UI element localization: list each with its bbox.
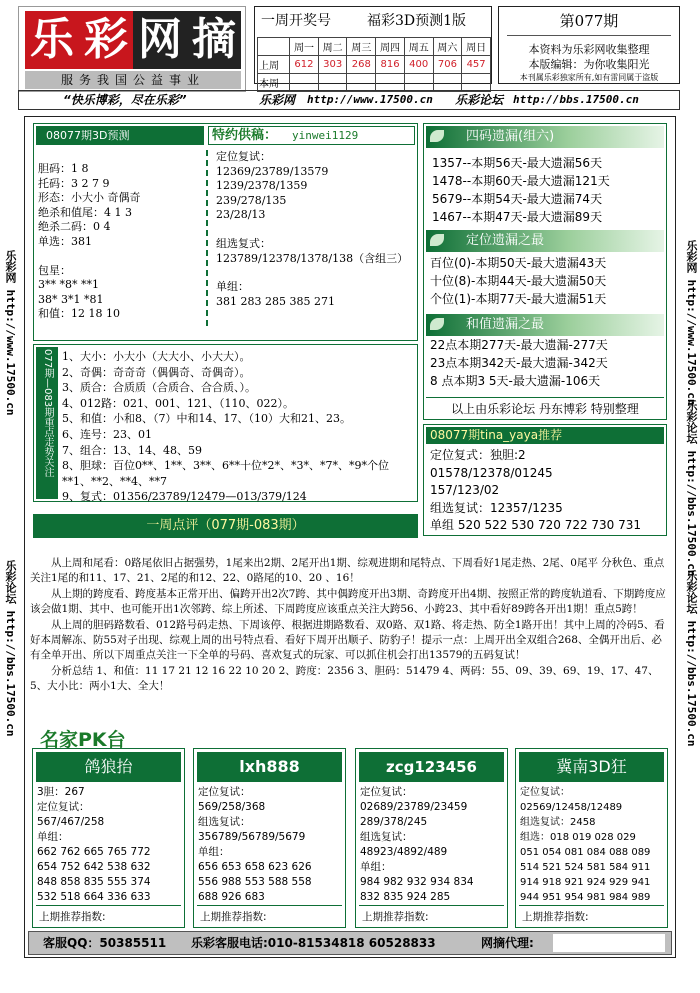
week-panel [254, 6, 492, 90]
day-header: 周五 [404, 38, 433, 56]
pk-line: 单组： [360, 861, 392, 873]
pk-line: 984 982 932 934 834 [360, 876, 474, 888]
pk-lines [37, 785, 151, 905]
agent-field [553, 934, 665, 952]
weekly-para: 分析总结 1、和值：11 17 21 12 16 22 10 20 2、跨度：2356 3、胆码：51479 4、两码：55、09、39、69、19、17、47、5、大小比：两小1大、全大！ [30, 664, 659, 693]
weekly-title-bar [33, 514, 418, 538]
pk-line: 3胆：267 [37, 786, 85, 798]
pk-card [32, 748, 185, 928]
weekly-para: 从上期的跨度看、跨度基本正常开出、偏跨开出2次7跨、其中偶跨度开出3期、奇跨度开出4期、按照正常的跨度轨道看、下期跨度应该会做1期、其中、也可能开出1次邻跨、综上所述、下周跨度应该重点关注大跨56、小跨23、其中看好89跨各开出1期！重点5跨！ [30, 587, 666, 616]
miss-line: 8 点本期3 5天-最大遗漏-106天 [430, 374, 601, 388]
miss-line: 百位(0)-本期50天-最大遗漏43天 [430, 256, 607, 270]
predict-line: 381 283 285 385 271 [216, 294, 335, 308]
pk-card [193, 748, 346, 928]
pk-lines [360, 785, 474, 905]
pk-line: 组选复试：2458 [520, 817, 596, 828]
analysis-line: 5、和值：小和8、（7）中和14、17、（10）大和21、23。 [62, 412, 351, 426]
slogan: 服务我国公益事业 [60, 73, 205, 87]
analysis-line: 6、连号：23、01 [62, 427, 152, 441]
weekly-body [30, 556, 666, 695]
issue-panel [498, 6, 680, 84]
pk-line: 556 988 553 588 558 [198, 876, 312, 888]
pk-line: 848 858 835 555 374 [37, 876, 151, 888]
side-url: 乐彩网 http://www.17500.cn [4, 250, 17, 416]
pk-footer: 上期推荐指数: [362, 911, 429, 923]
missSum-title: 和值遗漏之最 [466, 317, 545, 332]
day-header: 周日 [462, 38, 491, 56]
pk-line: 567/467/258 [37, 816, 105, 828]
pk-line: 289/378/245 [360, 816, 428, 828]
side-url: 乐彩网 http://www.17500.cn [685, 240, 698, 406]
miss-line: 个位(1)-本期77天-最大遗漏51天 [430, 292, 607, 306]
pk-footer: 上期推荐指数: [200, 911, 267, 923]
pk-name: lxh888 [197, 752, 342, 782]
draw-number: 457 [462, 56, 491, 74]
analysis-line: 9、复式：01356/23789/12479—013/379/124 [62, 490, 307, 504]
missPos-list [430, 254, 606, 308]
draw-table [257, 37, 491, 92]
day-header: 周六 [433, 38, 462, 56]
pk-line: 569/258/368 [198, 801, 266, 813]
analysis-line: 1、大小：小大小（大大小、小大大）。 [62, 350, 251, 363]
issue-number: 第077期 [559, 12, 619, 30]
footer-phone: 乐彩客服电话:010-81534818 60528833 [191, 936, 436, 950]
pk-line: 48923/4892/489 [360, 846, 448, 858]
missPos-banner [426, 230, 664, 252]
analysis-box [33, 344, 418, 502]
missSum-banner [426, 314, 664, 336]
site-label: 乐彩网 [259, 93, 296, 107]
miss4-title: 四码遗漏(组六) [466, 129, 555, 144]
predict-line: 胆码：1 8 [38, 162, 89, 175]
missPos-title: 定位遗漏之最 [466, 233, 545, 248]
day-header: 周二 [318, 38, 347, 56]
analysis-side-title: 077期—083期重点走势关注 [42, 349, 53, 478]
predict-title: 08077期3D预测 [36, 126, 204, 145]
pk-line: 051 054 081 084 088 089 [520, 847, 651, 858]
forum-label: 乐彩论坛 [455, 93, 504, 107]
edition: 福彩3D预测1版 [367, 13, 467, 29]
predict-line [216, 223, 408, 237]
predict-left [38, 162, 141, 322]
miss4-list [432, 154, 610, 226]
site-link[interactable]: http://www.17500.cn [307, 93, 433, 106]
predict-line: 定位复试： [216, 150, 271, 163]
pk-line: 688 926 683 [198, 891, 265, 903]
logo-char: 彩 [79, 11, 133, 69]
pk-line: 单组： [198, 846, 230, 858]
tina-list [430, 447, 641, 535]
draw-number: 612 [290, 56, 319, 74]
pk-line: 定位复试： [37, 801, 90, 813]
banner [18, 90, 680, 110]
miss-line: 1357--本期56天-最大遗漏56天 [432, 156, 603, 170]
week-title: 一周开奖号 [261, 13, 331, 29]
predict-line: 绝杀二码：0 4 [38, 220, 111, 234]
draw-number: 400 [404, 56, 433, 74]
missSum-footer: 以上由乐彩论坛 丹东博彩 特别整理 [426, 397, 664, 417]
tina-line: 单组 520 522 530 720 722 730 731 [430, 518, 642, 533]
day-header: 周四 [376, 38, 405, 56]
predict-line: 托码：3 2 7 9 [38, 176, 110, 190]
note: 本版编辑：为你收集阳光 [528, 58, 650, 71]
pk-name: 冀南3D狂 [519, 752, 664, 782]
day-header: 周三 [347, 38, 376, 56]
miss-line: 5679--本期54天-最大遗漏74天 [432, 192, 603, 206]
pk-line: 组选复试： [198, 816, 251, 828]
row-label: 本周 [258, 74, 290, 92]
pk-line: 662 762 665 765 772 [37, 846, 151, 858]
footer-agent: 网摘代理: [481, 936, 534, 950]
pk-name: zcg123456 [359, 752, 504, 782]
side-url: 乐彩论坛 http://bbs.17500.cn [685, 570, 698, 747]
logo-char: 乐 [25, 11, 79, 69]
pk-line: 02569/12458/12489 [520, 802, 623, 813]
forum-link[interactable]: http://bbs.17500.cn [513, 93, 639, 106]
weekly-para: 从上周和尾看：0路尾依旧占据强势，1尾来出2期、2尾开出1期、综观进期和尾特点、下周看好1尾走热、2尾、0尾平 分秋色、重点关注1尾的和11、17、21、2尾的和12、22、0路尾的10、20 、16！ [30, 557, 665, 585]
predict-right [216, 150, 408, 309]
predict-line: 单组： [216, 280, 249, 294]
predict-line: 1239/2378/1359 [216, 179, 308, 193]
analysis-line: 4、012路：021、001、121、（110、022）。 [62, 396, 294, 410]
logo [18, 6, 246, 92]
predict-line: 12369/23789/13579 [216, 164, 329, 178]
pk-line: 514 521 524 581 584 911 [520, 862, 651, 873]
predict-line [216, 266, 408, 280]
pk-card [515, 748, 668, 928]
tina-line: 01578/12378/01245 [430, 465, 553, 480]
day-header: 周一 [290, 38, 319, 56]
draw-number: 268 [347, 56, 376, 74]
predict-line: 和值：12 18 10 [38, 307, 120, 321]
predict-line: 单选：381 [38, 234, 92, 248]
draw-number: 303 [318, 56, 347, 74]
tina-line: 定位复式：独胆:2 [430, 448, 526, 462]
miss-line: 十位(8)-本期44天-最大遗漏50天 [430, 274, 607, 288]
pk-line: 532 518 664 336 633 [37, 891, 151, 903]
pk-line: 定位复试： [360, 786, 413, 798]
predict-line: 绝杀和值尾：4 1 3 [38, 205, 132, 219]
side-url: 乐彩论坛 http://bbs.17500.cn [685, 400, 698, 577]
analysis-line: 3、质合：合质质（合质合、合合质、）。 [62, 381, 256, 395]
tina-box [423, 424, 667, 536]
pk-line: 356789/56789/5679 [198, 831, 306, 843]
pk-line: 656 653 658 623 626 [198, 861, 312, 873]
analysis-line: 8、胆球：百位0**、1**、3**、6**十位*2*、*3*、*7*、*9*个位**1、**2、**4、**7 [62, 459, 389, 488]
row-label: 上周 [258, 56, 290, 74]
predict-line [38, 250, 141, 264]
analysis-list [62, 349, 416, 505]
pk-lines [198, 785, 312, 905]
predict-line: 形态：小大小 奇偶奇 [38, 191, 141, 205]
predict-line: 3** *8* **1 [38, 278, 99, 292]
predict-line: 123789/12378/1378/138（含组三） [216, 251, 409, 265]
tina-title: 08077期tina_yaya推荐 [426, 427, 664, 444]
side-url: 乐彩论坛 http://bbs.17500.cn [4, 560, 17, 737]
pk-name: 鸽狼抬 [36, 752, 181, 782]
pk-footer: 上期推荐指数: [522, 911, 589, 923]
weekly-para: 从上周的胆码路数看、012路号码走热、下周该停、根据进期路数看、双0路、双1路、将走热、防全1路开出！其中上周的冷码5、看好本周解冻、防55对子出现、综观上周的出号特点看、看好下周开出顺子、防豹子！提示一点：上周开出全双组合268、全偶开出后、必有全单开出、所以下周重点关注一下全单的号码、喜欢复式的玩家、可以抓住机会打出13579的五码复试！ [30, 618, 665, 662]
tina-line: 组选复试：12357/1235 [430, 500, 563, 515]
pk-line: 914 918 921 924 929 941 [520, 877, 651, 888]
pk-line: 944 951 954 981 984 989 [520, 892, 651, 903]
footer-qq: 客服QQ：50385511 [43, 936, 167, 950]
missSum-list [430, 336, 608, 390]
analysis-line: 7、组合：13、14、48、59 [62, 443, 202, 457]
logo-char: 摘 [187, 11, 241, 69]
footer-bar [28, 931, 672, 955]
note: 本刊属乐彩独家所有,如有雷同属于盗版 [519, 73, 659, 82]
note: 本资料为乐彩网收集整理 [528, 43, 650, 56]
pk-line: 654 752 642 538 632 [37, 861, 151, 873]
weekly-title: 一周点评（077期-083期） [146, 518, 305, 533]
predict-line: 组选复式： [216, 236, 271, 250]
draw-number: 816 [376, 56, 405, 74]
predict-line: 23/28/13 [216, 208, 266, 222]
pk-title: 名家PK台 [40, 729, 126, 751]
draw-number: 706 [433, 56, 462, 74]
analysis-line: 2、奇偶：奇奇奇（偶偶奇、奇偶奇）。 [62, 365, 251, 379]
predict-line: 包星： [38, 263, 71, 277]
tina-line: 157/123/02 [430, 483, 500, 498]
pk-card [355, 748, 508, 928]
pk-line: 组选复试： [360, 831, 413, 843]
miss-line: 1478--本期60天-最大遗漏121天 [432, 174, 610, 188]
miss-line: 22点本期277天-最大遗漏-277天 [430, 338, 608, 352]
logo-char: 网 [133, 11, 187, 69]
pk-footer: 上期推荐指数: [39, 911, 106, 923]
miss-line: 1467--本期47天-最大遗漏89天 [432, 210, 603, 224]
predict-box [33, 123, 418, 341]
pk-line: 定位复试： [520, 787, 570, 798]
pk-lines [520, 785, 650, 905]
motto: “快乐博彩，尽在乐彩” [63, 93, 187, 107]
pk-line: 定位复试： [198, 786, 251, 798]
author: yinwei1129 [292, 129, 359, 142]
predict-line: 38* 3*1 *81 [38, 292, 104, 306]
miss-line: 23点本期342天-最大遗漏-342天 [430, 356, 608, 370]
pk-line: 832 835 924 285 [360, 891, 451, 903]
predict-line: 239/278/135 [216, 193, 287, 207]
special-label: 特约供稿： [212, 128, 278, 143]
pk-line: 02689/23789/23459 [360, 801, 468, 813]
pk-line: 单组： [37, 831, 69, 843]
pk-line: 组选：018 019 028 029 [520, 832, 636, 843]
